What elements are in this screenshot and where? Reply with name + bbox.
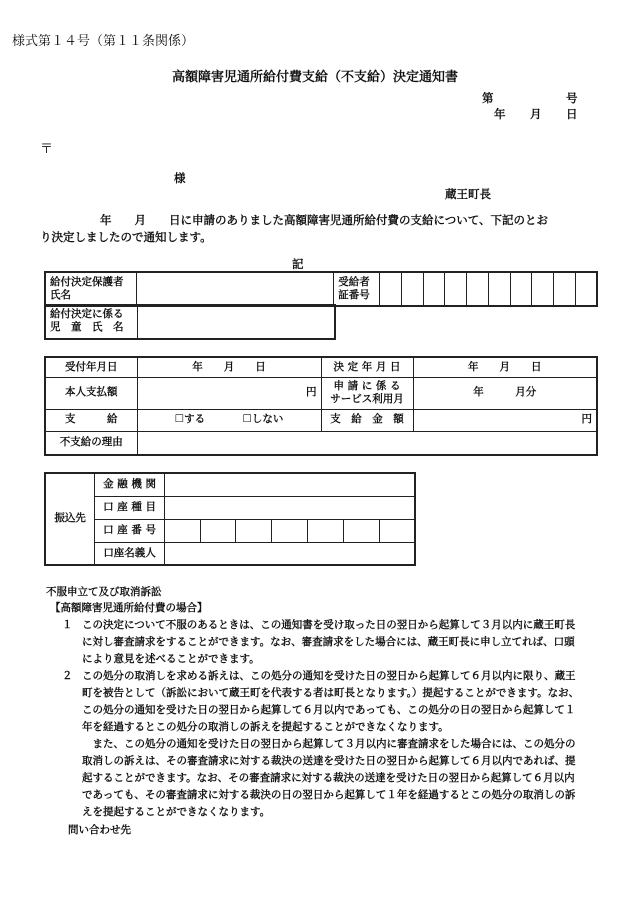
- transfer-label: 振込先: [45, 473, 95, 565]
- service-month-label-cell: [321, 377, 413, 409]
- nonpayment-reason-field[interactable]: [137, 431, 597, 455]
- recipient-number-digit[interactable]: [575, 272, 597, 306]
- item1-text: この決定について不服のあるときは、この通知書を受け取った日の翌日から起算して３月以内に蔵王町長に対し審査請求をすることができます。なお、審査請求をした場合には、蔵王町長に申し立てれば、口頭により意見を述べることができます。: [82, 619, 576, 665]
- postal-mark: 〒: [40, 142, 54, 157]
- decision-date-value[interactable]: 年 月 日: [413, 357, 597, 377]
- appeal-heading: 不服申立て及び取消訴訟: [46, 586, 162, 598]
- self-pay-yen[interactable]: 円: [137, 377, 321, 409]
- child-name-field[interactable]: [137, 305, 335, 339]
- recipient-number-label-cell: [334, 272, 380, 306]
- payment-amount-yen[interactable]: 円: [413, 409, 597, 431]
- recipient-number-digit[interactable]: [510, 272, 532, 306]
- decision-date-label: 決 定 年 月 日: [321, 357, 413, 377]
- recipient-number-label-line1: 受給者: [338, 275, 370, 288]
- guardian-label-line2: 氏名: [50, 289, 71, 301]
- recipient-number-digit[interactable]: [532, 272, 554, 306]
- guardian-table: [44, 271, 598, 307]
- checkbox-do[interactable]: ☐する: [174, 413, 206, 426]
- item1-number: １: [62, 619, 73, 631]
- recipient-number-digit[interactable]: [445, 272, 467, 306]
- recipient-number-digit[interactable]: [553, 272, 575, 306]
- service-month-label-line1: 申 請 に 係 る: [333, 379, 401, 392]
- guardian-name-field[interactable]: [137, 272, 334, 306]
- guardian-label-line1: 給付決定保護者: [50, 275, 124, 288]
- account-number-digit[interactable]: [272, 519, 308, 542]
- doc-number-dai: 第: [482, 91, 494, 105]
- service-month-value[interactable]: 年 月分: [413, 377, 597, 409]
- nonpayment-reason-label: 不支給の理由: [45, 431, 137, 455]
- account-number-digit[interactable]: [164, 519, 200, 542]
- account-type-field[interactable]: [164, 496, 415, 519]
- recipient-number-digit[interactable]: [401, 272, 423, 306]
- account-type-label: 口 座 種 目: [95, 496, 165, 519]
- intro-line-2: り決定しましたので通知します。: [40, 230, 212, 244]
- payment-amount-label: 支 給 金 額: [321, 409, 413, 431]
- recipient-number-label-line2: 証番号: [338, 289, 370, 301]
- payment-label: 支 給: [45, 409, 137, 431]
- issuer: 蔵王町長: [445, 187, 491, 201]
- date-hi: 日: [566, 107, 578, 121]
- inquiry-label: 問い合わせ先: [68, 824, 131, 836]
- intro-line-1: 年 月 日に申請のありました高額障害児通所給付費の支給について、下記のとお: [100, 213, 549, 227]
- service-month-label-line2: サービス利用月: [330, 393, 404, 405]
- account-number-digit[interactable]: [308, 519, 344, 542]
- account-number-digit[interactable]: [236, 519, 272, 542]
- child-table: [44, 304, 336, 340]
- account-holder-label: 口座名義人: [95, 542, 165, 565]
- recipient-number-digit[interactable]: [467, 272, 489, 306]
- bank-field[interactable]: [164, 473, 415, 496]
- transfer-table: [44, 472, 416, 566]
- recipient-number-digit[interactable]: [423, 272, 445, 306]
- account-number-label: 口 座 番 号: [95, 519, 165, 542]
- addressee-sama: 様: [174, 171, 186, 185]
- guardian-label-cell: [45, 272, 137, 306]
- payment-options-cell: [137, 409, 321, 431]
- ki-heading: 記: [292, 257, 304, 271]
- recipient-number-digit[interactable]: [380, 272, 402, 306]
- received-date-value[interactable]: 年 月 日: [137, 357, 321, 377]
- doc-number-go: 号: [566, 91, 578, 105]
- child-label-line1: 給付決定に係る: [50, 308, 124, 321]
- date-tsuki: 月: [530, 107, 542, 121]
- item2-number: ２: [62, 670, 73, 682]
- account-number-digit[interactable]: [200, 519, 236, 542]
- recipient-number-digit[interactable]: [488, 272, 510, 306]
- received-date-label: 受付年月日: [45, 357, 137, 377]
- child-label-cell: [45, 305, 137, 339]
- bank-label: 金 融 機 関: [95, 473, 165, 496]
- account-holder-field[interactable]: [164, 542, 415, 565]
- item2-continuation: また、この処分の通知を受けた日の翌日から起算して３月以内に審査請求をした場合には、この処分の取消しの訴えは、その審査請求に対する裁決の送達を受けた日の翌日から起算して６月以内であれば、提起することができます。なお、その審査請求に対する裁決の送達を受けた日の翌日から起算して６月以内であっても、その審査請求に対する裁決の日の翌日から起算して１年を経過するとこの処分の取消しの訴えを提起することができなくなります。: [82, 738, 576, 818]
- page-title: 高額障害児通所給付費支給（不支給）決定通知書: [171, 70, 458, 85]
- date-nen: 年: [494, 107, 506, 121]
- decision-table: [44, 356, 598, 456]
- checkbox-dont[interactable]: ☐しない: [242, 413, 284, 426]
- appeal-subheading: 【高額障害児通所給付費の場合】: [50, 602, 208, 614]
- item2-text: この処分の取消しを求める訴えは、この処分の通知を受けた日の翌日から起算して６月以内に限り、蔵王町を被告として（訴訟において蔵王町を代表する者は町長となります。）提起することができます。なお、この処分の通知を受けた日の翌日から起算して６月以内であっても、この処分の日の翌日から起算して１年を経過するとこの処分の取消しの訴えを提起することができなくなります。: [82, 670, 580, 733]
- account-number-digit[interactable]: [343, 519, 379, 542]
- child-label-line2: 児 童 氏 名: [50, 321, 124, 334]
- account-number-digit[interactable]: [379, 519, 415, 542]
- self-pay-label: 本人支払額: [45, 377, 137, 409]
- form-number: 様式第１４号（第１１条関係）: [12, 34, 195, 49]
